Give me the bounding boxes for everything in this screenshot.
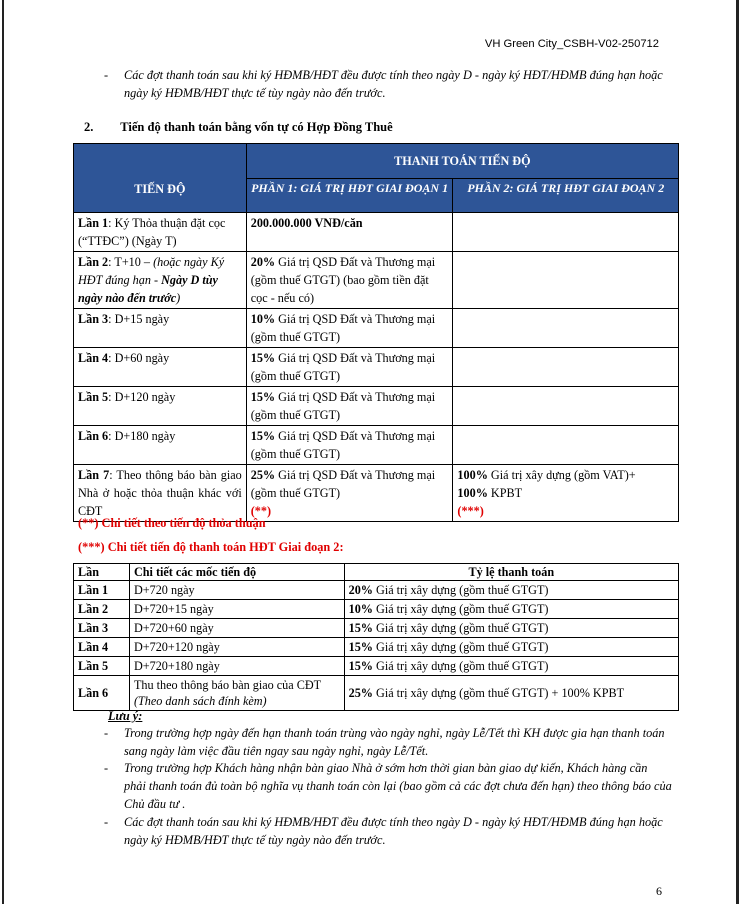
table-row bbox=[74, 465, 679, 522]
progress-cell: Lần 2: T+10 – (hoặc ngày Ký HĐT đúng hạn - Ngày D tùy ngày nào đến trước) bbox=[74, 252, 247, 309]
table-row bbox=[74, 252, 679, 309]
note-item bbox=[104, 759, 672, 813]
installment-cell: Lần 2 bbox=[74, 600, 130, 619]
milestone-cell: D+720+60 ngày bbox=[129, 619, 344, 638]
rate-cell: 15% Giá trị xây dựng (gồm thuế GTGT) bbox=[344, 657, 678, 676]
top-note bbox=[104, 66, 672, 102]
note-item bbox=[104, 724, 672, 760]
table-row bbox=[74, 387, 679, 426]
rate-cell: 15% Giá trị xây dựng (gồm thuế GTGT) bbox=[344, 638, 678, 657]
table-row bbox=[74, 426, 679, 465]
rate-cell: 25% Giá trị xây dựng (gồm thuế GTGT) + 100% KPBT bbox=[344, 676, 678, 711]
bullet-dash: - bbox=[104, 68, 109, 82]
table-row bbox=[74, 348, 679, 387]
notes-title: Lưu ý: bbox=[108, 709, 143, 723]
page-border-left bbox=[2, 0, 4, 904]
installment-cell: Lần 1 bbox=[74, 581, 130, 600]
header-rate: Tỷ lệ thanh toán bbox=[344, 564, 678, 581]
note-agreement: (**) Chi tiết theo tiến độ thỏa thuận bbox=[78, 516, 266, 530]
progress-cell: Lần 6: D+180 ngày bbox=[74, 426, 247, 465]
section-number: 2. bbox=[84, 120, 94, 134]
milestone-cell: D+720+180 ngày bbox=[129, 657, 344, 676]
table-row bbox=[74, 676, 679, 711]
section-title bbox=[84, 120, 393, 135]
header-installment: Lần bbox=[74, 564, 130, 581]
installment-cell: Lần 4 bbox=[74, 638, 130, 657]
table-row bbox=[74, 309, 679, 348]
payment-schedule-table bbox=[73, 143, 679, 522]
part2-cell bbox=[453, 252, 679, 309]
header-part2: PHẦN 2: GIÁ TRỊ HĐT GIAI ĐOẠN 2 bbox=[453, 179, 679, 213]
rate-cell: 20% Giá trị xây dựng (gồm thuế GTGT) bbox=[344, 581, 678, 600]
part2-cell bbox=[453, 309, 679, 348]
note-phase2: (***) Chi tiết tiến độ thanh toán HĐT Giai đoạn 2: bbox=[78, 540, 344, 554]
progress-cell: Lần 7: Theo thông báo bàn giao Nhà ở hoặc thỏa thuận khác với CĐT bbox=[74, 465, 247, 522]
progress-cell: Lần 5: D+120 ngày bbox=[74, 387, 247, 426]
milestone-cell: D+720 ngày bbox=[129, 581, 344, 600]
part2-cell bbox=[453, 426, 679, 465]
note-item-text: Trong trường hợp ngày đến hạn thanh toán trùng vào ngày nghỉ, ngày Lễ/Tết thì KH được gia hạn thanh toán sang ngày làm việc đầu tiên ngay sau ngày nghỉ, ngày Lễ/Tết. bbox=[124, 726, 665, 758]
part1-cell: 20% Giá trị QSD Đất và Thương mại (gồm thuế GTGT) (bao gồm tiền đặt cọc - nếu có) bbox=[246, 252, 453, 309]
part1-cell: 15% Giá trị QSD Đất và Thương mại (gồm thuế GTGT) bbox=[246, 387, 453, 426]
note-item bbox=[104, 813, 672, 849]
phase2-schedule-table bbox=[73, 563, 679, 711]
part2-cell bbox=[453, 387, 679, 426]
section-title-text: Tiến độ thanh toán bằng vốn tự có Hợp Đồng Thuê bbox=[120, 120, 393, 134]
progress-cell: Lần 3: D+15 ngày bbox=[74, 309, 247, 348]
rate-cell: 10% Giá trị xây dựng (gồm thuế GTGT) bbox=[344, 600, 678, 619]
part1-cell: 15% Giá trị QSD Đất và Thương mại (gồm thuế GTGT) bbox=[246, 348, 453, 387]
table-row bbox=[74, 619, 679, 638]
part1-cell: 10% Giá trị QSD Đất và Thương mại (gồm thuế GTGT) bbox=[246, 309, 453, 348]
part1-cell: 25% Giá trị QSD Đất và Thương mại (gồm thuế GTGT) (**) bbox=[246, 465, 453, 522]
header-milestone: Chi tiết các mốc tiến độ bbox=[129, 564, 344, 581]
note-item-text: Các đợt thanh toán sau khi ký HĐMB/HĐT đều được tính theo ngày D - ngày ký HĐT/HĐMB đúng hạn hoặc ngày ký HĐMB/HĐT thực tế tùy ngày nào đến trước. bbox=[124, 815, 663, 847]
milestone-cell: D+720+15 ngày bbox=[129, 600, 344, 619]
header-progress: TIẾN ĐỘ bbox=[74, 144, 247, 213]
page-number: 6 bbox=[656, 884, 662, 898]
bullet-dash: - bbox=[104, 815, 109, 829]
installment-cell: Lần 3 bbox=[74, 619, 130, 638]
note-item-text: Trong trường hợp Khách hàng nhận bàn giao Nhà ở sớm hơn thời gian bàn giao dự kiến, Khách hàng cần phải thanh toán đủ toàn bộ nghĩa vụ thanh toán còn lại (bao gồm cả các đợt chưa đến hạn) theo thông báo của Chủ đầu tư . bbox=[124, 761, 672, 811]
progress-cell: Lần 4: D+60 ngày bbox=[74, 348, 247, 387]
bullet-dash: - bbox=[104, 761, 109, 775]
part1-cell: 15% Giá trị QSD Đất và Thương mại (gồm thuế GTGT) bbox=[246, 426, 453, 465]
table-row bbox=[74, 638, 679, 657]
document-code: VH Green City_CSBH-V02-250712 bbox=[484, 38, 659, 50]
installment-cell: Lần 6 bbox=[74, 676, 130, 711]
milestone-cell: D+720+120 ngày bbox=[129, 638, 344, 657]
progress-cell: Lần 1: Ký Thỏa thuận đặt cọc (“TTĐC”) (Ngày T) bbox=[74, 213, 247, 252]
top-note-text: Các đợt thanh toán sau khi ký HĐMB/HĐT đều được tính theo ngày D - ngày ký HĐT/HĐMB đúng hạn hoặc ngày ký HĐMB/HĐT thực tế tùy ngày nào đến trước. bbox=[124, 68, 663, 100]
table-row bbox=[74, 213, 679, 252]
header-part1: PHẦN 1: GIÁ TRỊ HĐT GIAI ĐOẠN 1 bbox=[246, 179, 453, 213]
table-row bbox=[74, 600, 679, 619]
table-row bbox=[74, 657, 679, 676]
rate-cell: 15% Giá trị xây dựng (gồm thuế GTGT) bbox=[344, 619, 678, 638]
header-payment: THANH TOÁN TIẾN ĐỘ bbox=[246, 144, 678, 179]
bullet-dash: - bbox=[104, 726, 109, 740]
part2-cell bbox=[453, 213, 679, 252]
part2-cell bbox=[453, 348, 679, 387]
installment-cell: Lần 5 bbox=[74, 657, 130, 676]
part2-cell: 100% Giá trị xây dựng (gồm VAT)+ 100% KPBT (***) bbox=[453, 465, 679, 522]
part1-cell: 200.000.000 VNĐ/căn bbox=[246, 213, 453, 252]
milestone-cell: Thu theo thông báo bàn giao của CĐT (Theo danh sách đính kèm) bbox=[129, 676, 344, 711]
table-row bbox=[74, 581, 679, 600]
